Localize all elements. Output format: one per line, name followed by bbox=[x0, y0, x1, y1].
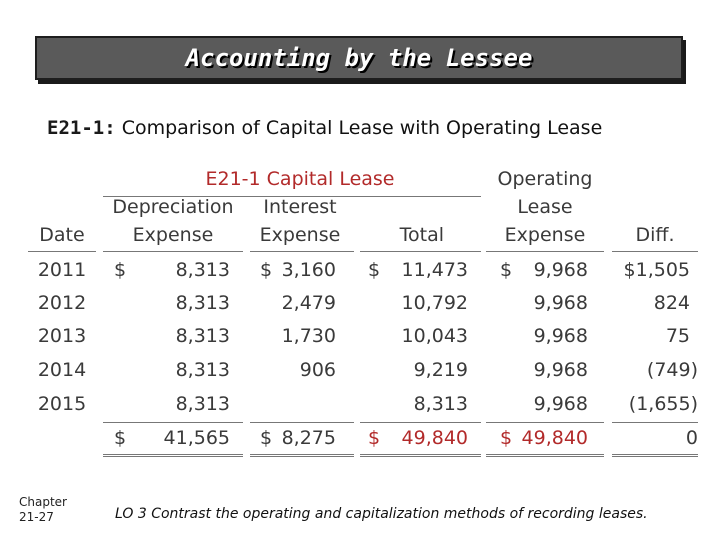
totals-rule-total bbox=[360, 422, 481, 423]
totals-rule-operating bbox=[486, 422, 604, 423]
row-operating: 9,968 bbox=[533, 325, 588, 347]
row-diff: $1,505 bbox=[623, 259, 690, 281]
interest-header-line2: Expense bbox=[259, 224, 341, 246]
row-interest: 3,160 bbox=[281, 259, 336, 281]
row-depreciation: 8,313 bbox=[175, 259, 230, 281]
header-rule-interest bbox=[250, 251, 354, 252]
row-total: 9,219 bbox=[413, 359, 468, 381]
totals-double-rule-depreciation bbox=[103, 454, 243, 457]
row-depreciation: 8,313 bbox=[175, 292, 230, 314]
totals-tot-sign: $ bbox=[368, 427, 381, 449]
totals-op-sign: $ bbox=[500, 427, 513, 449]
operating-header-line2: Lease bbox=[517, 196, 573, 218]
row-int-sign: $ bbox=[260, 259, 273, 281]
total-header: Total bbox=[399, 224, 444, 246]
chapter-label-line2: 21-27 bbox=[19, 510, 54, 524]
header-rule-date bbox=[28, 251, 96, 252]
learning-objective: LO 3 Contrast the operating and capitalization methods of recording leases. bbox=[115, 506, 648, 522]
row-date: 2015 bbox=[37, 393, 87, 415]
row-date: 2012 bbox=[37, 292, 87, 314]
row-depreciation: 8,313 bbox=[175, 359, 230, 381]
totals-total: 49,840 bbox=[401, 427, 468, 449]
totals-depreciation: 41,565 bbox=[163, 427, 230, 449]
row-operating: 9,968 bbox=[533, 393, 588, 415]
header-rule-total bbox=[360, 251, 481, 252]
depreciation-header-line1: Depreciation bbox=[112, 196, 234, 218]
row-diff: 75 bbox=[665, 325, 690, 347]
totals-int-sign: $ bbox=[260, 427, 273, 449]
totals-dep-sign: $ bbox=[114, 427, 127, 449]
row-interest: 906 bbox=[299, 359, 336, 381]
interest-header-line1: Interest bbox=[263, 196, 337, 218]
slide-title: Accounting by the Lessee bbox=[185, 44, 533, 72]
header-rule-depreciation bbox=[103, 251, 243, 252]
row-tot-sign: $ bbox=[368, 259, 381, 281]
row-total: 10,792 bbox=[401, 292, 468, 314]
totals-double-rule-total bbox=[360, 454, 481, 457]
totals-rule-diff bbox=[612, 422, 698, 423]
row-diff: (1,655) bbox=[628, 393, 698, 415]
chapter-label bbox=[19, 495, 67, 525]
exercise-subtitle bbox=[47, 117, 602, 139]
date-header: Date bbox=[39, 224, 85, 246]
depreciation-header-line2: Expense bbox=[132, 224, 214, 246]
row-total: 10,043 bbox=[401, 325, 468, 347]
row-diff: (749) bbox=[646, 359, 698, 381]
row-operating: 9,968 bbox=[533, 259, 588, 281]
chapter-label-line1: Chapter bbox=[19, 495, 67, 509]
slide-title-banner bbox=[35, 36, 683, 80]
totals-double-rule-interest bbox=[250, 454, 354, 457]
exercise-description: Comparison of Capital Lease with Operating Lease bbox=[121, 117, 603, 139]
row-operating: 9,968 bbox=[533, 359, 588, 381]
row-total: 8,313 bbox=[413, 393, 468, 415]
row-diff: 824 bbox=[653, 292, 690, 314]
totals-double-rule-diff bbox=[612, 454, 698, 457]
operating-expense-header: Expense bbox=[504, 224, 586, 246]
totals-diff: 0 bbox=[685, 427, 698, 449]
row-operating: 9,968 bbox=[533, 292, 588, 314]
totals-interest: 8,275 bbox=[281, 427, 336, 449]
diff-header: Diff. bbox=[635, 224, 675, 246]
row-date: 2011 bbox=[37, 259, 87, 281]
row-date: 2013 bbox=[37, 325, 87, 347]
row-dep-sign: $ bbox=[114, 259, 127, 281]
row-total: 11,473 bbox=[401, 259, 468, 281]
totals-rule-interest bbox=[250, 422, 354, 423]
row-interest: 1,730 bbox=[281, 325, 336, 347]
row-interest: 2,479 bbox=[281, 292, 336, 314]
operating-header-line1: Operating bbox=[497, 168, 593, 190]
totals-double-rule-operating bbox=[486, 454, 604, 457]
header-rule-diff bbox=[612, 251, 698, 252]
row-depreciation: 8,313 bbox=[175, 325, 230, 347]
totals-rule-depreciation bbox=[103, 422, 243, 423]
row-op-sign: $ bbox=[500, 259, 513, 281]
row-date: 2014 bbox=[37, 359, 87, 381]
row-depreciation: 8,313 bbox=[175, 393, 230, 415]
header-rule-operating bbox=[486, 251, 604, 252]
capital-lease-group-header: E21-1 Capital Lease bbox=[205, 168, 395, 190]
exercise-code: E21-1: bbox=[47, 117, 116, 139]
totals-operating: 49,840 bbox=[521, 427, 588, 449]
